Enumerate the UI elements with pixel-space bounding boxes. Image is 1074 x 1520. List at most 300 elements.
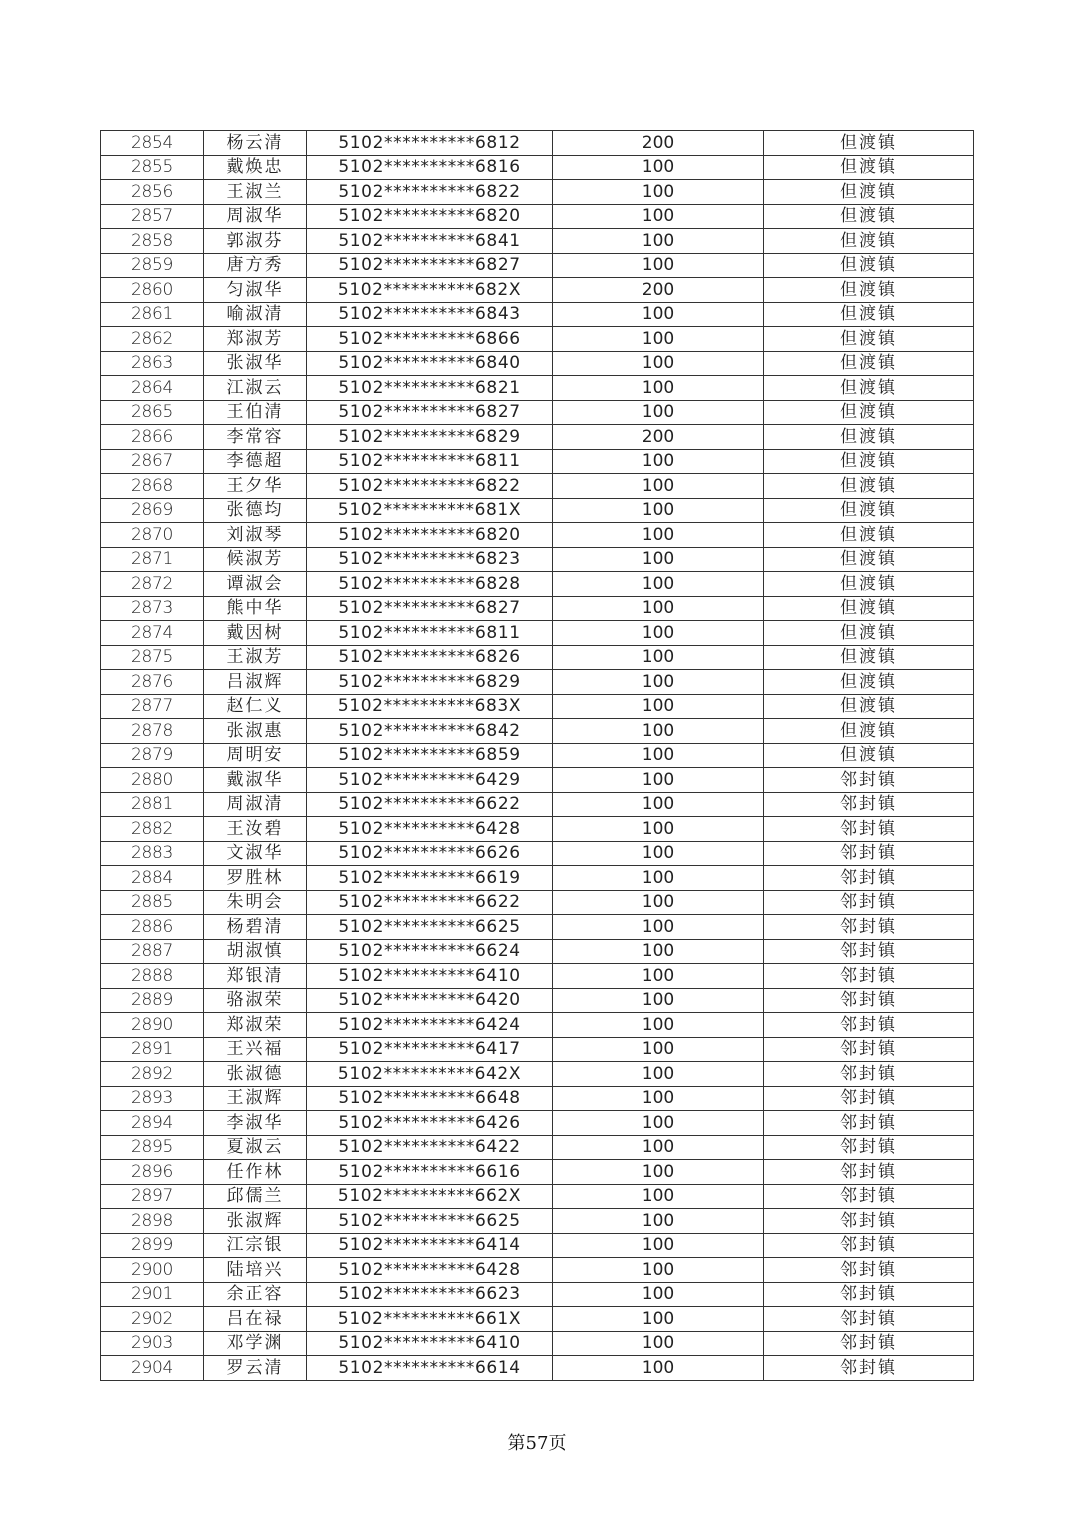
- amount-cell: 100: [553, 1160, 764, 1185]
- amount-cell: 100: [553, 351, 764, 376]
- table-row: [101, 449, 974, 474]
- name-cell: 任作林: [204, 1160, 307, 1185]
- id-number-cell: 5102**********6622: [307, 792, 553, 817]
- seq-number-cell: 2889: [101, 988, 204, 1013]
- table-row: [101, 670, 974, 695]
- id-number-cell: 5102**********6623: [307, 1282, 553, 1307]
- town-cell: 但渡镇: [764, 155, 974, 180]
- id-number-cell: 5102**********6827: [307, 596, 553, 621]
- table-row: [101, 1356, 974, 1381]
- table-row: [101, 1209, 974, 1234]
- id-number-cell: 5102**********6820: [307, 204, 553, 229]
- table-row: [101, 572, 974, 597]
- seq-number-cell: 2877: [101, 694, 204, 719]
- town-cell: 但渡镇: [764, 694, 974, 719]
- name-cell: 郑淑芳: [204, 327, 307, 352]
- amount-cell: 100: [553, 155, 764, 180]
- amount-cell: 100: [553, 915, 764, 940]
- name-cell: 周淑清: [204, 792, 307, 817]
- seq-number-cell: 2886: [101, 915, 204, 940]
- table-row: [101, 1013, 974, 1038]
- amount-cell: 100: [553, 939, 764, 964]
- town-cell: 但渡镇: [764, 621, 974, 646]
- id-number-cell: 5102**********642X: [307, 1062, 553, 1087]
- town-cell: 但渡镇: [764, 523, 974, 548]
- amount-cell: 100: [553, 1307, 764, 1332]
- town-cell: 但渡镇: [764, 400, 974, 425]
- seq-number-cell: 2868: [101, 474, 204, 499]
- amount-cell: 100: [553, 229, 764, 254]
- seq-number-cell: 2888: [101, 964, 204, 989]
- town-cell: 但渡镇: [764, 719, 974, 744]
- town-cell: 邻封镇: [764, 915, 974, 940]
- amount-cell: 100: [553, 376, 764, 401]
- table-row: [101, 229, 974, 254]
- amount-cell: 200: [553, 278, 764, 303]
- id-number-cell: 5102**********6811: [307, 449, 553, 474]
- amount-cell: 100: [553, 204, 764, 229]
- town-cell: 邻封镇: [764, 817, 974, 842]
- id-number-cell: 5102**********6842: [307, 719, 553, 744]
- id-number-cell: 5102**********6827: [307, 400, 553, 425]
- table-row: [101, 694, 974, 719]
- seq-number-cell: 2861: [101, 302, 204, 327]
- amount-cell: 100: [553, 1209, 764, 1234]
- amount-cell: 100: [553, 1233, 764, 1258]
- name-cell: 吕在禄: [204, 1307, 307, 1332]
- name-cell: 江淑云: [204, 376, 307, 401]
- town-cell: 邻封镇: [764, 1184, 974, 1209]
- table-row: [101, 351, 974, 376]
- name-cell: 赵仁义: [204, 694, 307, 719]
- town-cell: 但渡镇: [764, 229, 974, 254]
- seq-number-cell: 2870: [101, 523, 204, 548]
- seq-number-cell: 2903: [101, 1331, 204, 1356]
- page-number: 第57页: [507, 1433, 567, 1454]
- id-number-cell: 5102**********6816: [307, 155, 553, 180]
- name-cell: 刘淑琴: [204, 523, 307, 548]
- town-cell: 但渡镇: [764, 596, 974, 621]
- town-cell: 邻封镇: [764, 1331, 974, 1356]
- amount-cell: 100: [553, 743, 764, 768]
- name-cell: 张淑辉: [204, 1209, 307, 1234]
- seq-number-cell: 2899: [101, 1233, 204, 1258]
- seq-number-cell: 2867: [101, 449, 204, 474]
- amount-cell: 100: [553, 572, 764, 597]
- town-cell: 但渡镇: [764, 351, 974, 376]
- name-cell: 唐方秀: [204, 253, 307, 278]
- seq-number-cell: 2897: [101, 1184, 204, 1209]
- name-cell: 匀淑华: [204, 278, 307, 303]
- seq-number-cell: 2900: [101, 1258, 204, 1283]
- seq-number-cell: 2902: [101, 1307, 204, 1332]
- amount-cell: 100: [553, 841, 764, 866]
- roster-table-body: [101, 131, 974, 1381]
- amount-cell: 100: [553, 1331, 764, 1356]
- seq-number-cell: 2869: [101, 498, 204, 523]
- town-cell: 但渡镇: [764, 327, 974, 352]
- table-row: [101, 768, 974, 793]
- amount-cell: 100: [553, 1037, 764, 1062]
- seq-number-cell: 2854: [101, 131, 204, 156]
- table-row: [101, 376, 974, 401]
- id-number-cell: 5102**********6843: [307, 302, 553, 327]
- seq-number-cell: 2857: [101, 204, 204, 229]
- seq-number-cell: 2890: [101, 1013, 204, 1038]
- name-cell: 张淑惠: [204, 719, 307, 744]
- table-row: [101, 890, 974, 915]
- id-number-cell: 5102**********6811: [307, 621, 553, 646]
- seq-number-cell: 2859: [101, 253, 204, 278]
- seq-number-cell: 2895: [101, 1135, 204, 1160]
- table-row: [101, 817, 974, 842]
- seq-number-cell: 2858: [101, 229, 204, 254]
- name-cell: 李德超: [204, 449, 307, 474]
- name-cell: 王夕华: [204, 474, 307, 499]
- amount-cell: 100: [553, 547, 764, 572]
- id-number-cell: 5102**********6428: [307, 817, 553, 842]
- town-cell: 但渡镇: [764, 376, 974, 401]
- name-cell: 夏淑云: [204, 1135, 307, 1160]
- table-row: [101, 400, 974, 425]
- id-number-cell: 5102**********6422: [307, 1135, 553, 1160]
- town-cell: 但渡镇: [764, 131, 974, 156]
- id-number-cell: 5102**********6821: [307, 376, 553, 401]
- id-number-cell: 5102**********6820: [307, 523, 553, 548]
- id-number-cell: 5102**********6812: [307, 131, 553, 156]
- name-cell: 李常容: [204, 425, 307, 450]
- id-number-cell: 5102**********6410: [307, 1331, 553, 1356]
- id-number-cell: 5102**********6866: [307, 327, 553, 352]
- table-row: [101, 1184, 974, 1209]
- id-number-cell: 5102**********6829: [307, 670, 553, 695]
- table-row: [101, 204, 974, 229]
- table-row: [101, 1307, 974, 1332]
- seq-number-cell: 2893: [101, 1086, 204, 1111]
- seq-number-cell: 2864: [101, 376, 204, 401]
- id-number-cell: 5102**********6822: [307, 180, 553, 205]
- name-cell: 王伯清: [204, 400, 307, 425]
- name-cell: 张德均: [204, 498, 307, 523]
- seq-number-cell: 2878: [101, 719, 204, 744]
- name-cell: 王汝碧: [204, 817, 307, 842]
- town-cell: 邻封镇: [764, 964, 974, 989]
- id-number-cell: 5102**********6822: [307, 474, 553, 499]
- seq-number-cell: 2892: [101, 1062, 204, 1087]
- name-cell: 杨云清: [204, 131, 307, 156]
- id-number-cell: 5102**********6840: [307, 351, 553, 376]
- id-number-cell: 5102**********662X: [307, 1184, 553, 1209]
- amount-cell: 100: [553, 988, 764, 1013]
- amount-cell: 100: [553, 523, 764, 548]
- table-row: [101, 327, 974, 352]
- name-cell: 郑银清: [204, 964, 307, 989]
- table-row: [101, 596, 974, 621]
- amount-cell: 100: [553, 1062, 764, 1087]
- id-number-cell: 5102**********6823: [307, 547, 553, 572]
- amount-cell: 100: [553, 596, 764, 621]
- amount-cell: 100: [553, 1086, 764, 1111]
- table-row: [101, 180, 974, 205]
- table-row: [101, 498, 974, 523]
- town-cell: 但渡镇: [764, 743, 974, 768]
- id-number-cell: 5102**********6622: [307, 890, 553, 915]
- amount-cell: 100: [553, 1356, 764, 1381]
- amount-cell: 100: [553, 253, 764, 278]
- name-cell: 骆淑荣: [204, 988, 307, 1013]
- name-cell: 王淑兰: [204, 180, 307, 205]
- name-cell: 戴因树: [204, 621, 307, 646]
- amount-cell: 100: [553, 449, 764, 474]
- id-number-cell: 5102**********6841: [307, 229, 553, 254]
- table-row: [101, 474, 974, 499]
- seq-number-cell: 2879: [101, 743, 204, 768]
- name-cell: 李淑华: [204, 1111, 307, 1136]
- id-number-cell: 5102**********6829: [307, 425, 553, 450]
- name-cell: 杨碧清: [204, 915, 307, 940]
- town-cell: 邻封镇: [764, 1135, 974, 1160]
- town-cell: 邻封镇: [764, 890, 974, 915]
- amount-cell: 100: [553, 327, 764, 352]
- town-cell: 但渡镇: [764, 302, 974, 327]
- town-cell: 邻封镇: [764, 939, 974, 964]
- name-cell: 文淑华: [204, 841, 307, 866]
- table-row: [101, 1086, 974, 1111]
- town-cell: 但渡镇: [764, 572, 974, 597]
- seq-number-cell: 2894: [101, 1111, 204, 1136]
- name-cell: 张淑德: [204, 1062, 307, 1087]
- town-cell: 邻封镇: [764, 1233, 974, 1258]
- amount-cell: 100: [553, 1013, 764, 1038]
- seq-number-cell: 2904: [101, 1356, 204, 1381]
- name-cell: 谭淑会: [204, 572, 307, 597]
- seq-number-cell: 2874: [101, 621, 204, 646]
- seq-number-cell: 2891: [101, 1037, 204, 1062]
- town-cell: 但渡镇: [764, 449, 974, 474]
- amount-cell: 100: [553, 180, 764, 205]
- id-number-cell: 5102**********6828: [307, 572, 553, 597]
- seq-number-cell: 2873: [101, 596, 204, 621]
- seq-number-cell: 2865: [101, 400, 204, 425]
- seq-number-cell: 2898: [101, 1209, 204, 1234]
- name-cell: 郑淑荣: [204, 1013, 307, 1038]
- amount-cell: 100: [553, 645, 764, 670]
- amount-cell: 100: [553, 400, 764, 425]
- amount-cell: 200: [553, 131, 764, 156]
- table-row: [101, 719, 974, 744]
- id-number-cell: 5102**********6616: [307, 1160, 553, 1185]
- table-row: [101, 155, 974, 180]
- id-number-cell: 5102**********6414: [307, 1233, 553, 1258]
- id-number-cell: 5102**********6859: [307, 743, 553, 768]
- seq-number-cell: 2884: [101, 866, 204, 891]
- table-row: [101, 1233, 974, 1258]
- name-cell: 朱明会: [204, 890, 307, 915]
- name-cell: 喻淑清: [204, 302, 307, 327]
- amount-cell: 100: [553, 498, 764, 523]
- table-row: [101, 1160, 974, 1185]
- name-cell: 吕淑辉: [204, 670, 307, 695]
- id-number-cell: 5102**********6625: [307, 915, 553, 940]
- id-number-cell: 5102**********6624: [307, 939, 553, 964]
- amount-cell: 100: [553, 1258, 764, 1283]
- table-row: [101, 1331, 974, 1356]
- seq-number-cell: 2872: [101, 572, 204, 597]
- name-cell: 王淑辉: [204, 1086, 307, 1111]
- amount-cell: 100: [553, 474, 764, 499]
- amount-cell: 100: [553, 694, 764, 719]
- table-row: [101, 278, 974, 303]
- name-cell: 熊中华: [204, 596, 307, 621]
- table-row: [101, 523, 974, 548]
- table-row: [101, 792, 974, 817]
- name-cell: 陆培兴: [204, 1258, 307, 1283]
- name-cell: 周淑华: [204, 204, 307, 229]
- id-number-cell: 5102**********6648: [307, 1086, 553, 1111]
- seq-number-cell: 2887: [101, 939, 204, 964]
- table-row: [101, 939, 974, 964]
- name-cell: 余正容: [204, 1282, 307, 1307]
- town-cell: 邻封镇: [764, 866, 974, 891]
- seq-number-cell: 2881: [101, 792, 204, 817]
- town-cell: 但渡镇: [764, 498, 974, 523]
- table-row: [101, 841, 974, 866]
- id-number-cell: 5102**********682X: [307, 278, 553, 303]
- town-cell: 邻封镇: [764, 792, 974, 817]
- town-cell: 邻封镇: [764, 841, 974, 866]
- name-cell: 罗云清: [204, 1356, 307, 1381]
- table-row: [101, 621, 974, 646]
- amount-cell: 100: [553, 670, 764, 695]
- id-number-cell: 5102**********661X: [307, 1307, 553, 1332]
- town-cell: 邻封镇: [764, 1086, 974, 1111]
- seq-number-cell: 2883: [101, 841, 204, 866]
- town-cell: 但渡镇: [764, 204, 974, 229]
- amount-cell: 100: [553, 621, 764, 646]
- table-row: [101, 253, 974, 278]
- table-row: [101, 866, 974, 891]
- seq-number-cell: 2860: [101, 278, 204, 303]
- table-row: [101, 302, 974, 327]
- amount-cell: 100: [553, 792, 764, 817]
- town-cell: 但渡镇: [764, 474, 974, 499]
- name-cell: 戴焕忠: [204, 155, 307, 180]
- amount-cell: 100: [553, 768, 764, 793]
- town-cell: 邻封镇: [764, 988, 974, 1013]
- id-number-cell: 5102**********6420: [307, 988, 553, 1013]
- name-cell: 江宗银: [204, 1233, 307, 1258]
- town-cell: 但渡镇: [764, 180, 974, 205]
- amount-cell: 100: [553, 719, 764, 744]
- id-number-cell: 5102**********6625: [307, 1209, 553, 1234]
- roster-sheet: [100, 130, 973, 1381]
- name-cell: 胡淑慎: [204, 939, 307, 964]
- name-cell: 王兴福: [204, 1037, 307, 1062]
- seq-number-cell: 2871: [101, 547, 204, 572]
- seq-number-cell: 2880: [101, 768, 204, 793]
- name-cell: 王淑芳: [204, 645, 307, 670]
- table-row: [101, 915, 974, 940]
- name-cell: 郭淑芬: [204, 229, 307, 254]
- town-cell: 邻封镇: [764, 1356, 974, 1381]
- table-row: [101, 1062, 974, 1087]
- seq-number-cell: 2896: [101, 1160, 204, 1185]
- town-cell: 邻封镇: [764, 1282, 974, 1307]
- town-cell: 邻封镇: [764, 1062, 974, 1087]
- seq-number-cell: 2882: [101, 817, 204, 842]
- seq-number-cell: 2862: [101, 327, 204, 352]
- amount-cell: 100: [553, 817, 764, 842]
- id-number-cell: 5102**********681X: [307, 498, 553, 523]
- seq-number-cell: 2866: [101, 425, 204, 450]
- table-row: [101, 964, 974, 989]
- amount-cell: 100: [553, 1111, 764, 1136]
- table-row: [101, 131, 974, 156]
- name-cell: 候淑芳: [204, 547, 307, 572]
- roster-table: [100, 130, 974, 1381]
- id-number-cell: 5102**********683X: [307, 694, 553, 719]
- table-row: [101, 547, 974, 572]
- town-cell: 邻封镇: [764, 1037, 974, 1062]
- table-row: [101, 1135, 974, 1160]
- table-row: [101, 1258, 974, 1283]
- town-cell: 但渡镇: [764, 547, 974, 572]
- seq-number-cell: 2855: [101, 155, 204, 180]
- amount-cell: 100: [553, 302, 764, 327]
- town-cell: 邻封镇: [764, 1013, 974, 1038]
- amount-cell: 100: [553, 1184, 764, 1209]
- seq-number-cell: 2885: [101, 890, 204, 915]
- id-number-cell: 5102**********6619: [307, 866, 553, 891]
- table-row: [101, 988, 974, 1013]
- table-row: [101, 645, 974, 670]
- town-cell: 邻封镇: [764, 768, 974, 793]
- seq-number-cell: 2876: [101, 670, 204, 695]
- seq-number-cell: 2875: [101, 645, 204, 670]
- id-number-cell: 5102**********6426: [307, 1111, 553, 1136]
- id-number-cell: 5102**********6826: [307, 645, 553, 670]
- table-row: [101, 1037, 974, 1062]
- town-cell: 但渡镇: [764, 278, 974, 303]
- amount-cell: 100: [553, 890, 764, 915]
- table-row: [101, 425, 974, 450]
- id-number-cell: 5102**********6424: [307, 1013, 553, 1038]
- table-row: [101, 1282, 974, 1307]
- name-cell: 罗胜林: [204, 866, 307, 891]
- amount-cell: 100: [553, 1282, 764, 1307]
- name-cell: 邓学渊: [204, 1331, 307, 1356]
- town-cell: 邻封镇: [764, 1160, 974, 1185]
- table-row: [101, 743, 974, 768]
- table-row: [101, 1111, 974, 1136]
- town-cell: 邻封镇: [764, 1111, 974, 1136]
- name-cell: 周明安: [204, 743, 307, 768]
- seq-number-cell: 2863: [101, 351, 204, 376]
- id-number-cell: 5102**********6614: [307, 1356, 553, 1381]
- amount-cell: 100: [553, 866, 764, 891]
- name-cell: 邱儒兰: [204, 1184, 307, 1209]
- town-cell: 但渡镇: [764, 645, 974, 670]
- seq-number-cell: 2856: [101, 180, 204, 205]
- amount-cell: 100: [553, 1135, 764, 1160]
- id-number-cell: 5102**********6429: [307, 768, 553, 793]
- amount-cell: 100: [553, 964, 764, 989]
- town-cell: 但渡镇: [764, 670, 974, 695]
- name-cell: 张淑华: [204, 351, 307, 376]
- id-number-cell: 5102**********6417: [307, 1037, 553, 1062]
- name-cell: 戴淑华: [204, 768, 307, 793]
- id-number-cell: 5102**********6428: [307, 1258, 553, 1283]
